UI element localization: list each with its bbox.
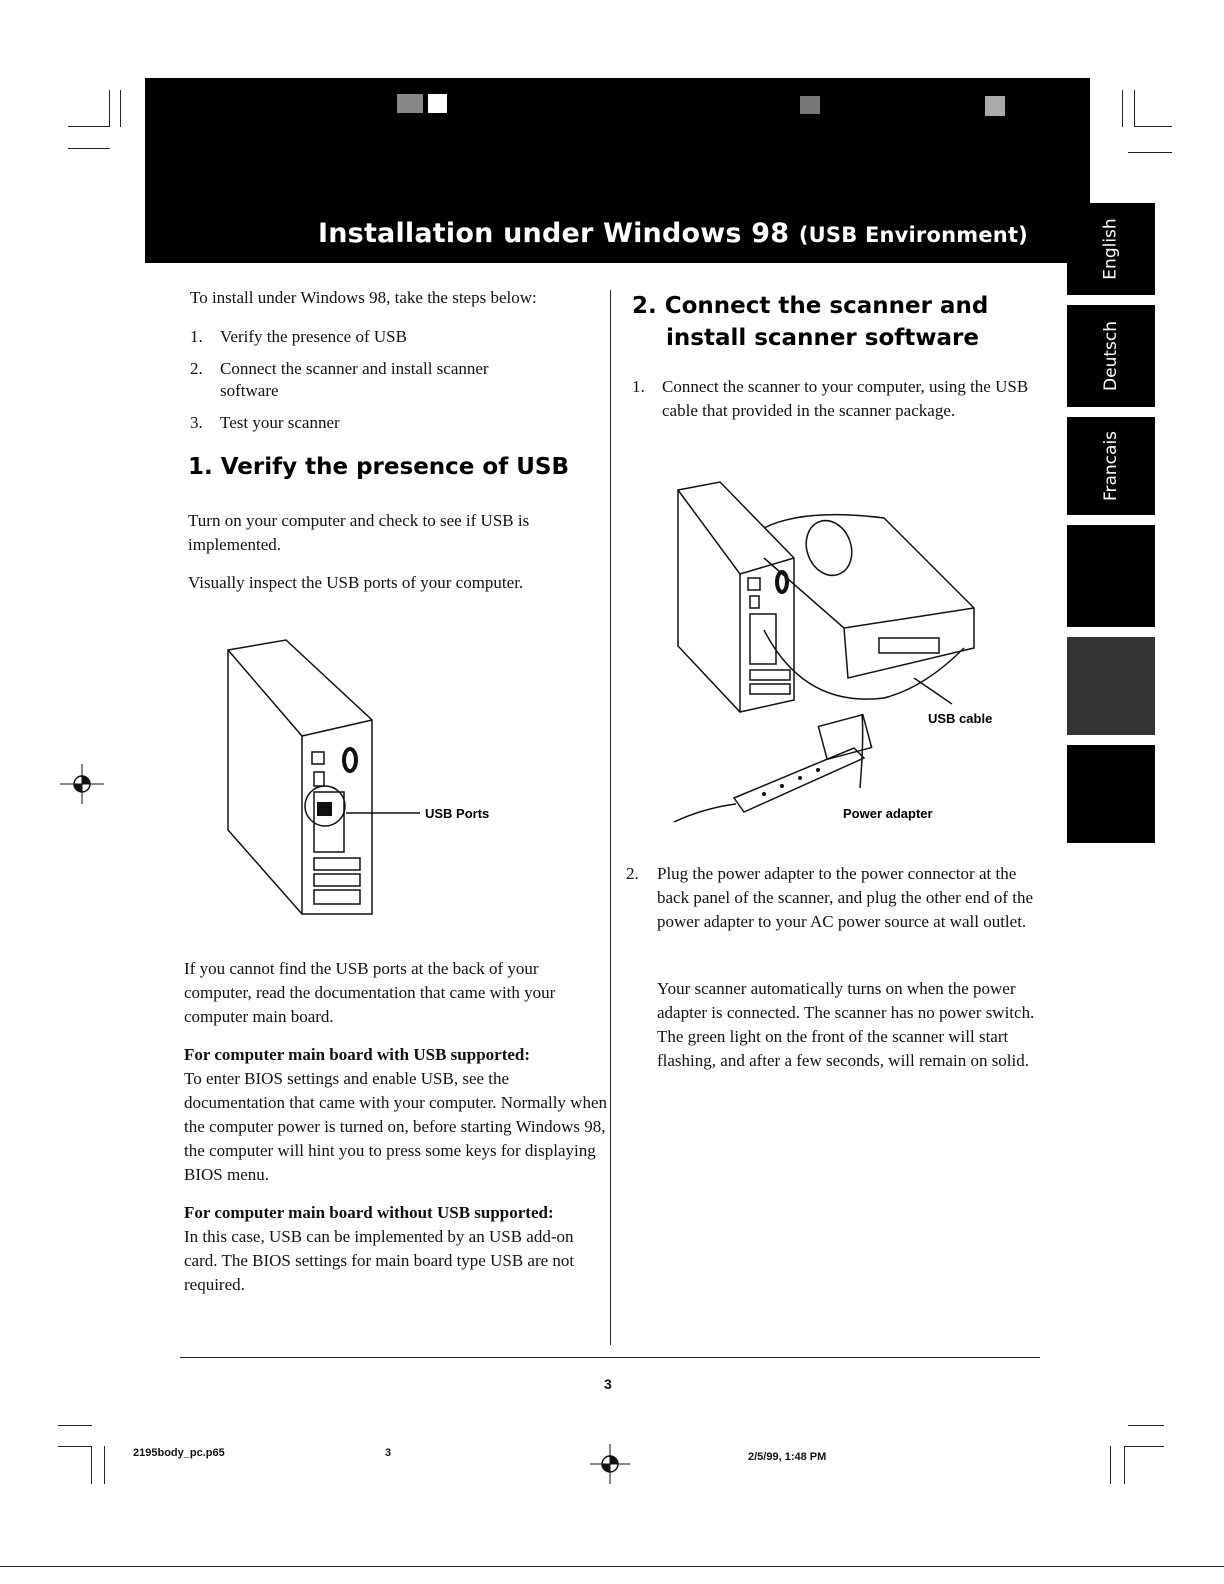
figure-caption: USB Ports <box>425 806 490 821</box>
crop-mark <box>109 90 110 127</box>
crop-mark <box>1128 1425 1164 1426</box>
figure-caption-usb-cable: USB cable <box>928 711 993 726</box>
list-item: 1. Verify the presence of USB <box>190 327 407 346</box>
banner-square <box>428 94 447 113</box>
list-item: 2. Connect the scanner and install scanner software <box>190 359 489 400</box>
paragraph: Turn on your computer and check to see if USB is implemented. <box>188 511 530 554</box>
tab-deutsch[interactable]: Deutsch <box>1067 305 1155 407</box>
steps-list <box>190 326 590 444</box>
banner-square <box>985 96 1005 116</box>
banner-square <box>800 96 820 114</box>
crop-mark <box>58 1425 92 1426</box>
without-usb-label: For computer main board without USB supported: <box>184 1203 554 1222</box>
page-title: Installation under Windows 98 (USB Environment) <box>318 218 1028 249</box>
step-item: 2. Plug the power adapter to the power connector at the back panel of the scanner, and plug the other end of the power adapter to your AC power source at wall outlet. <box>626 864 1034 931</box>
paragraph: Visually inspect the USB ports of your computer. <box>188 573 524 592</box>
registration-mark-icon <box>590 1444 630 1484</box>
figure-caption-power-adapter: Power adapter <box>843 806 933 821</box>
column-divider <box>610 290 611 1345</box>
with-usb-block <box>184 1043 609 1187</box>
step-item: 1. Connect the scanner to your computer, using the USB cable that provided in the scanner package. <box>632 377 1029 420</box>
crop-mark <box>91 1446 92 1484</box>
footer-page: 3 <box>385 1447 392 1459</box>
page-number: 3 <box>604 1376 612 1392</box>
crop-mark <box>1134 126 1172 127</box>
tab-blank <box>1067 745 1155 843</box>
registration-mark-icon <box>60 764 104 804</box>
section-heading: 1. Verify the presence of USB <box>188 454 569 480</box>
banner-square <box>397 94 423 113</box>
footer-filename: 2195body_pc.p65 <box>133 1447 225 1459</box>
intro-text: To install under Windows 98, take the steps below: <box>190 288 537 307</box>
tab-blank <box>1067 637 1155 735</box>
crop-mark <box>1110 1446 1111 1484</box>
crop-mark <box>58 1446 92 1447</box>
tab-english[interactable]: English <box>1067 203 1155 295</box>
scanner-connection-illustration <box>664 478 1004 828</box>
paragraph: Your scanner automatically turns on when the power adapter is connected. The scanner has no power switch. The green light on the front of the scanner will start flashing, and after a few seconds, will remain on solid. <box>657 979 1035 1070</box>
pc-tower-illustration <box>222 634 422 919</box>
crop-mark <box>120 90 121 127</box>
crop-mark <box>104 1446 105 1484</box>
crop-mark <box>68 148 110 149</box>
crop-mark <box>1124 1446 1125 1484</box>
crop-mark <box>1134 90 1135 127</box>
crop-mark <box>1124 1446 1164 1447</box>
footer-datetime: 2/5/99, 1:48 PM <box>748 1451 827 1463</box>
bottom-border <box>0 1566 1224 1567</box>
with-usb-label: For computer main board with USB supported: <box>184 1045 531 1064</box>
footer-rule <box>180 1357 1040 1358</box>
crop-mark <box>1122 90 1123 127</box>
section-heading: 2. Connect the scanner and install scanner software <box>632 293 989 351</box>
crop-mark <box>68 126 110 127</box>
with-usb-text: To enter BIOS settings and enable USB, see the documentation that came with your computer. Normally when the computer power is turned on, before starting Windows 98, the computer will hint you to press some keys for displaying BIOS menu. <box>184 1069 607 1184</box>
crop-mark <box>1128 152 1172 153</box>
without-usb-block <box>184 1201 609 1297</box>
without-usb-text: In this case, USB can be implemented by an USB add-on card. The BIOS settings for main board type USB are not required. <box>184 1227 575 1294</box>
list-item: 3. Test your scanner <box>190 413 340 432</box>
tab-blank <box>1067 525 1155 627</box>
tab-francais[interactable]: Francais <box>1067 417 1155 515</box>
paragraph: If you cannot find the USB ports at the back of your computer, read the documentation that came with your computer main board. <box>184 959 556 1026</box>
